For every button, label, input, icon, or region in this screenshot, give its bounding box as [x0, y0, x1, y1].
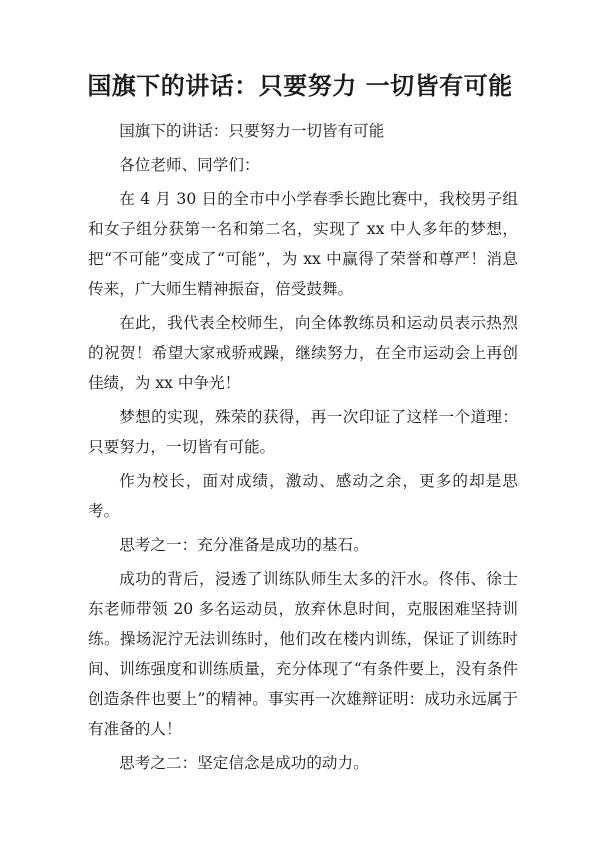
document-title: 国旗下的讲话：只要努力 一切皆有可能: [87, 71, 513, 100]
paragraph-subtitle: 国旗下的讲话：只要努力一切皆有可能: [119, 122, 385, 140]
paragraph-race-result: 在 4 月 30 日的全市中小学春季长跑比赛中，我校男子组和女子组分获第一名和第二名，实现了 xx 中人多年的梦想，把“不可能”变成了“可能”，为 xx 中赢得了荣誉和尊严！消息传来，广大师生精神振奋，倍受鼓舞。: [88, 190, 518, 298]
paragraph-salutation: 各位老师、同学们：: [119, 156, 260, 174]
paragraph-principle: 梦想的实现，殊荣的获得，再一次印证了这样一个道理：只要努力，一切皆有可能。: [88, 408, 518, 456]
paragraph-reflection: 作为校长，面对成绩，激动、感动之余，更多的却是思考。: [88, 472, 518, 520]
paragraph-training: 成功的背后，浸透了训练队师生太多的汗水。佟伟、徐士东老师带领 20 多名运动员，放弃休息时间，克服困难坚持训练。操场泥泞无法训练时，他们改在楼内训练，保证了训练时间、训练强度和训练质量，充分体现了“有条件要上，没有条件创造条件也要上”的精神。事实再一次雄辩证明：成功永远属于有准备的人！: [88, 570, 518, 738]
paragraph-thought-one: 思考之一：充分准备是成功的基石。: [119, 536, 369, 554]
document-body: [88, 116, 518, 782]
paragraph-congratulations: 在此，我代表全校师生，向全体教练员和运动员表示热烈的祝贺！希望大家戒骄戒躁，继续努力，在全市运动会上再创佳绩，为 xx 中争光！: [88, 314, 518, 392]
paragraph-thought-two: 思考之二：坚定信念是成功的动力。: [119, 754, 369, 772]
